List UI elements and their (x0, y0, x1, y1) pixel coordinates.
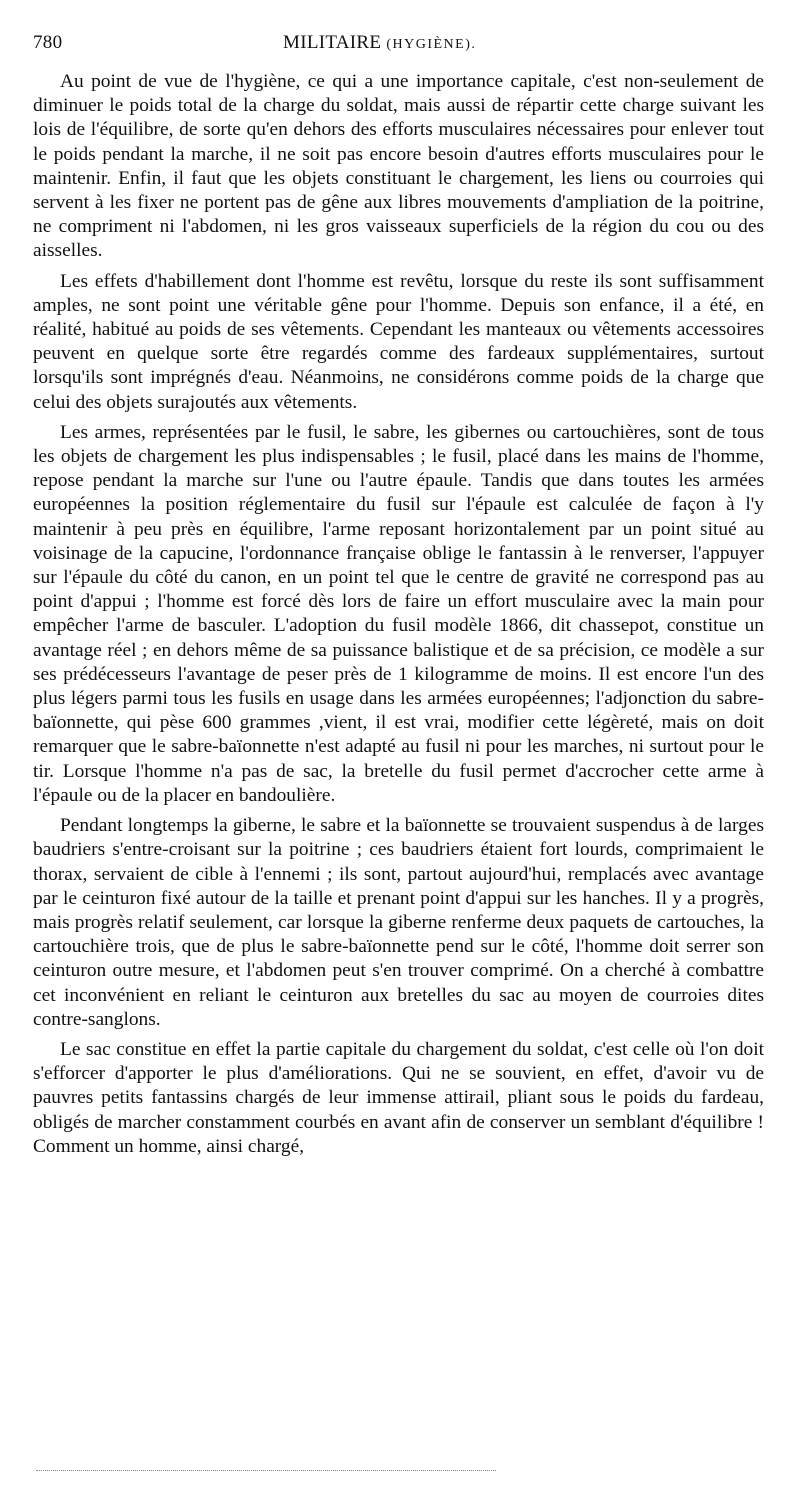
running-title-subtitle: (HYGIÈNE). (386, 37, 477, 52)
body-text (33, 70, 764, 1159)
paragraph: Les effets d'habillement dont l'homme est revêtu, lorsque du reste ils sont suffisamment amples, ne sont point une véritable gêne pour l'homme. Depuis son enfance, il a été, en réalité, habitué au poids de ses vêtements. Cependant les manteaux ou vêtements accessoires peuvent en quelque sorte être regardés comme des fardeaux supplémentaires, surtout lorsqu'ils sont imprégnés d'eau. Néanmoins, ne considérons comme poids de la charge que celui des objets surajoutés aux vêtements. (33, 270, 764, 413)
paragraph: Le sac constitue en effet la partie capitale du chargement du soldat, c'est celle où l'on doit s'efforcer d'apporter le plus d'améliorations. Qui ne se souvient, en effet, d'avoir vu de pauvres petits fantassins chargés de leur immense attirail, pliant sous le poids du fardeau, obligés de marcher constamment courbés en avant afin de conserver un semblant d'équilibre ! Comment un homme, ainsi chargé, (33, 1038, 764, 1157)
running-title (283, 30, 476, 58)
page-header (33, 30, 764, 56)
paragraph: Pendant longtemps la giberne, le sabre et la baïonnette se trouvaient suspendus à de larges baudriers s'entre-croisant sur la poitrine ; ces baudriers étaient fort lourds, comprimaient le thorax, servaient de cible à l'ennemi ; ils sont, partout aujourd'hui, remplacés avec avantage par le ceinturon fixé autour de la taille et prenant point d'appui sur les hanches. Il y a progrès, mais progrès relatif seulement, car lorsque la giberne renferme deux paquets de cartouches, la cartouchière trois, que de plus le sabre-baïonnette pend sur le côté, l'homme doit serrer son ceinturon outre mesure, et l'abdomen peut s'en trouver comprimé. On a cherché à combattre cet inconvénient en reliant le ceinturon aux bretelles du sac au moyen de courroies dites contre-sanglons. (33, 815, 764, 1030)
page-number: 780 (33, 32, 63, 53)
footer-dotted-rule (36, 1470, 496, 1471)
paragraph: Les armes, représentées par le fusil, le sabre, les gibernes ou cartouchières, sont de tous les objets de chargement les plus indispensables ; le fusil, placé dans les mains de l'homme, repose pendant la marche sur l'une ou l'autre épaule. Tandis que dans toutes les armées européennes la position réglementaire du fusil sur l'épaule est calculée de façon à l'y maintenir à peu près en équilibre, l'arme reposant horizontalement par un point situé au voisinage de la capucine, l'ordonnance française oblige le fantassin à le renverser, l'appuyer sur l'épaule du côté du canon, en un point tel que le centre de gravité ne correspond pas au point d'appui ; l'homme est forcé dès lors de faire un effort musculaire avec la main pour empêcher l'arme de basculer. L'adoption du fusil modèle 1866, dit chassepot, constitue un avantage réel ; en dehors même de sa puissance balistique et de sa précision, ce modèle a sur ses prédécesseurs l'avantage de peser près de 1 kilogramme de moins. Il est encore l'un des plus légers parmi tous les fusils en usage dans les armées européennes; l'adjonction du sabre-baïonnette, qui pèse 600 grammes ,vient, il est vrai, modifier cette légèreté, mais on doit remarquer que le sabre-baïonnette n'est adapté au fusil ni pour les marches, ni surtout pour le tir. Lorsque l'homme n'a pas de sac, la bretelle du fusil permet d'accrocher cette arme à l'épaule ou de la placer en bandoulière. (33, 421, 764, 806)
running-title-main: MILITAIRE (283, 32, 382, 53)
paragraph: Au point de vue de l'hygiène, ce qui a une importance capitale, c'est non-seulement de diminuer le poids total de la charge du soldat, mais aussi de répartir cette charge suivant les lois de l'équilibre, de sorte qu'en dehors des efforts musculaires nécessaires pour enlever tout le poids pendant la marche, il ne soit pas encore besoin d'autres efforts musculaires pour le maintenir. Enfin, il faut que les objets constituant le chargement, les liens ou courroies qui servent à les fixer ne portent pas de gêne aux libres mouvements d'ampliation de la poitrine, ne compriment ni l'abdomen, ni les gros vaisseaux superficiels de la région du cou ou des aisselles. (33, 71, 764, 262)
